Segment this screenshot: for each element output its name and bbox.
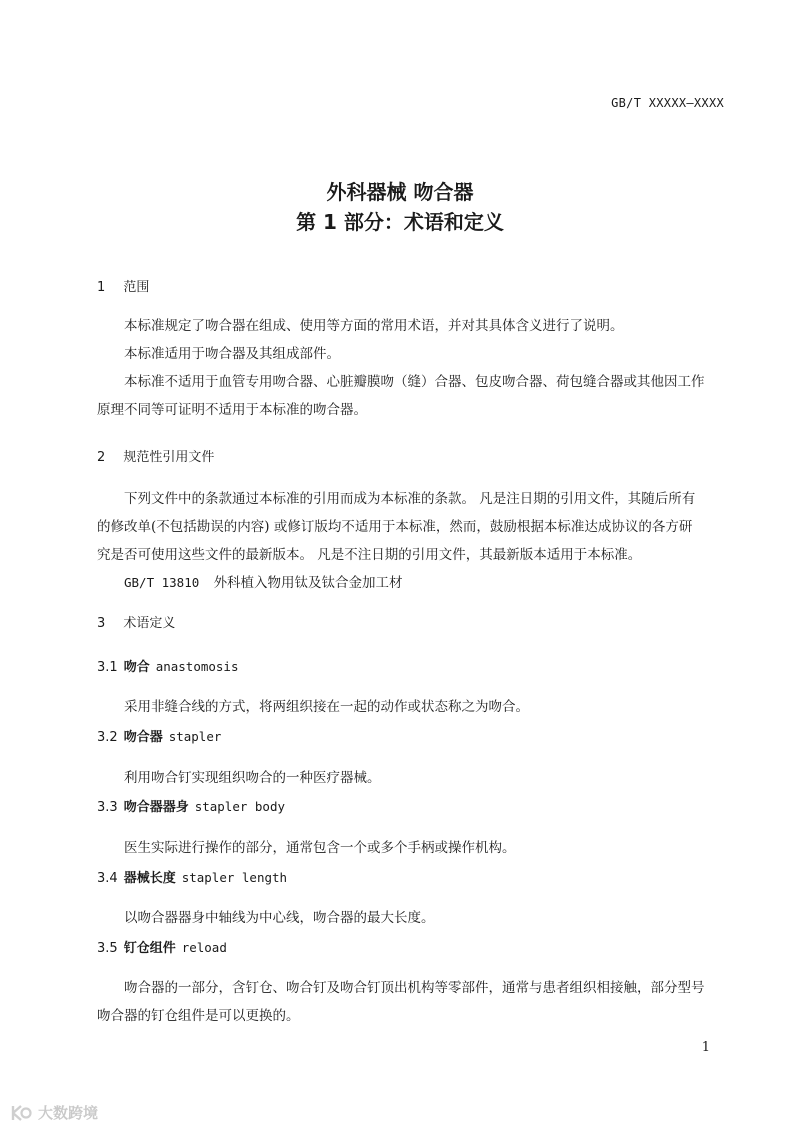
document-code: GB/T XXXXX—XXXX [611, 96, 724, 110]
term-english: reload [181, 940, 227, 955]
reference-title: 外科植入物用钛及钛合金加工材 [213, 575, 403, 591]
section-2-paragraph-line-1: 下列文件中的条款通过本标准的引用而成为本标准的条款。 凡是注日期的引用文件，其随后所有 [124, 491, 696, 507]
section-2-heading [97, 446, 214, 465]
section-3-number: 3 [97, 616, 106, 631]
section-2-title: 规范性引用文件 [123, 450, 215, 465]
term-3-4-definition: 以吻合器器身中轴线为中心线，吻合器的最大长度。 [124, 910, 435, 926]
term-3-3-definition: 医生实际进行操作的部分，通常包含一个或多个手柄或操作机构。 [124, 840, 516, 856]
section-1-paragraph-3-line-1: 本标准不适用于血管专用吻合器、心脏瓣膜吻（缝）合器、包皮吻合器、荷包缝合器或其他因工作 [124, 374, 705, 390]
term-chinese: 吻合 [123, 660, 150, 675]
term-3-3-heading [97, 796, 285, 815]
watermark-logo-icon [10, 1104, 32, 1122]
section-3-heading [97, 612, 175, 631]
term-english: stapler [168, 729, 222, 744]
watermark [10, 1102, 98, 1123]
term-3-5-definition-line-2: 吻合器的钉仓组件是可以更换的。 [97, 1008, 300, 1024]
term-chinese: 钉仓组件 [123, 941, 176, 956]
term-3-5-heading [97, 937, 227, 956]
term-3-1-definition: 采用非缝合线的方式，将两组织接在一起的动作或状态称之为吻合。 [124, 699, 529, 715]
section-1-title: 范围 [123, 280, 150, 295]
section-2-paragraph-line-3: 究是否可使用这些文件的最新版本。 凡是不注日期的引用文件，其最新版本适用于本标准。 [97, 547, 642, 563]
term-chinese: 吻合器 [123, 730, 163, 745]
section-1-heading [97, 276, 149, 295]
term-english: stapler body [194, 799, 286, 814]
term-number: 3.1 [97, 660, 118, 675]
document-title: 外科器械 吻合器 [326, 180, 474, 204]
section-1-paragraph-1: 本标准规定了吻合器在组成、使用等方面的常用术语，并对其具体含义进行了说明。 [124, 318, 624, 334]
term-number: 3.2 [97, 730, 118, 745]
reference-code: GB/T 13810 [124, 575, 200, 590]
section-1-paragraph-3-line-2: 原理不同等可证明不适用于本标准的吻合器。 [97, 402, 367, 418]
normative-reference [124, 571, 403, 591]
term-3-2-heading [97, 726, 221, 745]
term-3-1-heading [97, 656, 239, 675]
document-subtitle: 第 1 部分：术语和定义 [296, 210, 504, 234]
section-1-number: 1 [97, 280, 106, 295]
term-chinese: 吻合器器身 [123, 800, 189, 815]
term-number: 3.4 [97, 871, 118, 886]
section-2-number: 2 [97, 450, 106, 465]
term-english: stapler length [181, 870, 288, 885]
watermark-text: 大数跨境 [38, 1104, 99, 1122]
section-1-paragraph-2: 本标准适用于吻合器及其组成部件。 [124, 346, 340, 362]
term-chinese: 器械长度 [123, 871, 176, 886]
section-2-paragraph-line-2: 的修改单(不包括勘误的内容) 或修订版均不适用于本标准，然而，鼓励根据本标准达成协议的各方研 [97, 519, 693, 535]
term-3-5-definition-line-1: 吻合器的一部分，含钉仓、吻合钉及吻合钉顶出机构等零部件，通常与患者组织相接触，部分型号 [124, 980, 705, 996]
term-3-2-definition: 利用吻合钉实现组织吻合的一种医疗器械。 [124, 770, 381, 786]
term-number: 3.5 [97, 941, 118, 956]
term-english: anastomosis [155, 659, 239, 674]
page-number: 1 [701, 1040, 710, 1055]
section-3-title: 术语定义 [123, 616, 176, 631]
term-3-4-heading [97, 867, 287, 886]
term-number: 3.3 [97, 800, 118, 815]
